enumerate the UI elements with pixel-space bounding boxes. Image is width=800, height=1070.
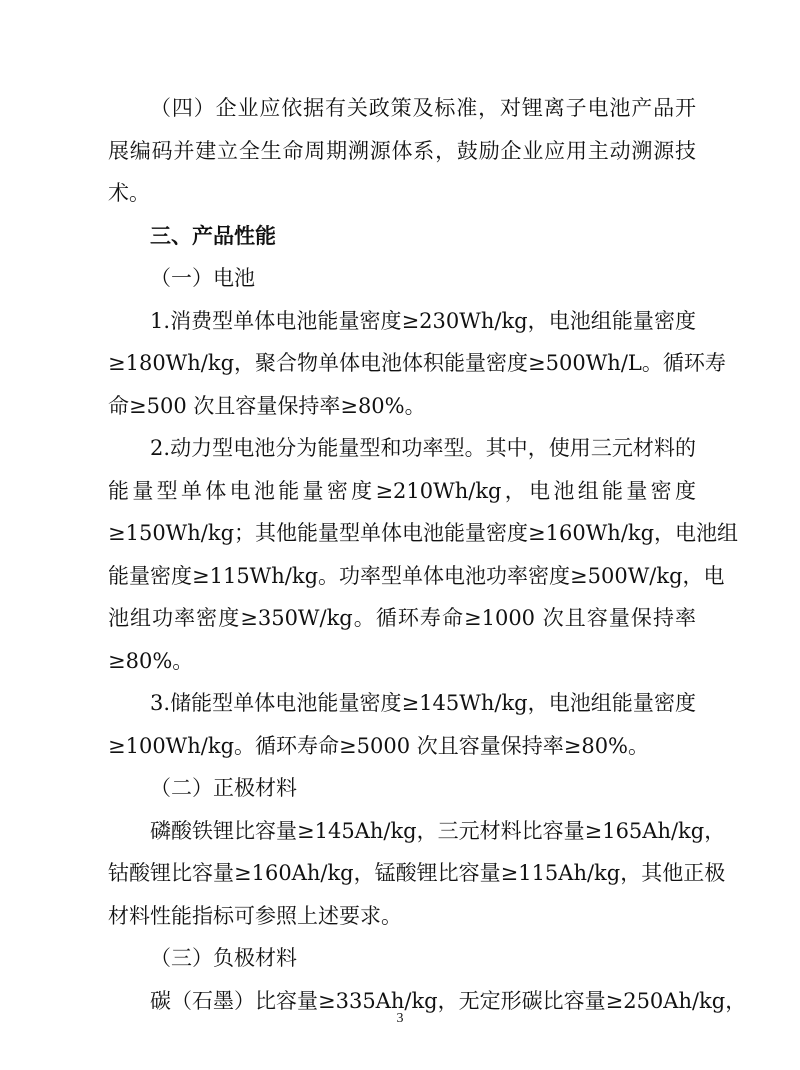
paragraph-line: ≥80%。 (108, 649, 194, 673)
paragraph-line: 展编码并建立全生命周期溯源体系，鼓励企业应用主动溯源技 (108, 139, 696, 163)
subsection-heading: （三）负极材料 (150, 946, 297, 970)
paragraph-line: 术。 (108, 181, 150, 205)
subsection-heading: （二）正极材料 (150, 776, 297, 800)
paragraph-line: （四）企业应依据有关政策及标准，对锂离子电池产品开 (150, 96, 696, 120)
paragraph-line: ≥150Wh/kg；其他能量型单体电池能量密度≥160Wh/kg，电池组 (108, 521, 739, 545)
paragraph-line: 材料性能指标可参照上述要求。 (108, 904, 402, 928)
paragraph-line: 钴酸锂比容量≥160Ah/kg，锰酸锂比容量≥115Ah/kg，其他正极 (108, 861, 726, 885)
paragraph-line: 磷酸铁锂比容量≥145Ah/kg，三元材料比容量≥165Ah/kg， (150, 819, 726, 843)
paragraph-line: 能量密度≥115Wh/kg。功率型单体电池功率密度≥500W/kg，电 (108, 564, 725, 588)
paragraph-line: 2.动力型电池分为能量型和功率型。其中，使用三元材料的 (150, 436, 696, 460)
section-heading: 三、产品性能 (150, 224, 276, 248)
paragraph-line: 3.储能型单体电池能量密度≥145Wh/kg，电池组能量密度 (150, 691, 696, 715)
paragraph-line: ≥100Wh/kg。循环寿命≥5000 次且容量保持率≥80%。 (108, 734, 650, 758)
paragraph-line: 能量型单体电池能量密度≥210Wh/kg，电池组能量密度 (108, 479, 696, 503)
paragraph-line: 池组功率密度≥350W/kg。循环寿命≥1000 次且容量保持率 (108, 606, 696, 630)
paragraph-line: 碳（石墨）比容量≥335Ah/kg，无定形碳比容量≥250Ah/kg， (150, 989, 747, 1013)
paragraph-line: 1.消费型单体电池能量密度≥230Wh/kg，电池组能量密度 (150, 309, 696, 333)
paragraph-line: ≥180Wh/kg，聚合物单体电池体积能量密度≥500Wh/L。循环寿 (108, 351, 726, 375)
page-number: 3 (396, 1011, 404, 1026)
paragraph-line: 命≥500 次且容量保持率≥80%。 (108, 394, 426, 418)
subsection-heading: （一）电池 (150, 266, 255, 290)
